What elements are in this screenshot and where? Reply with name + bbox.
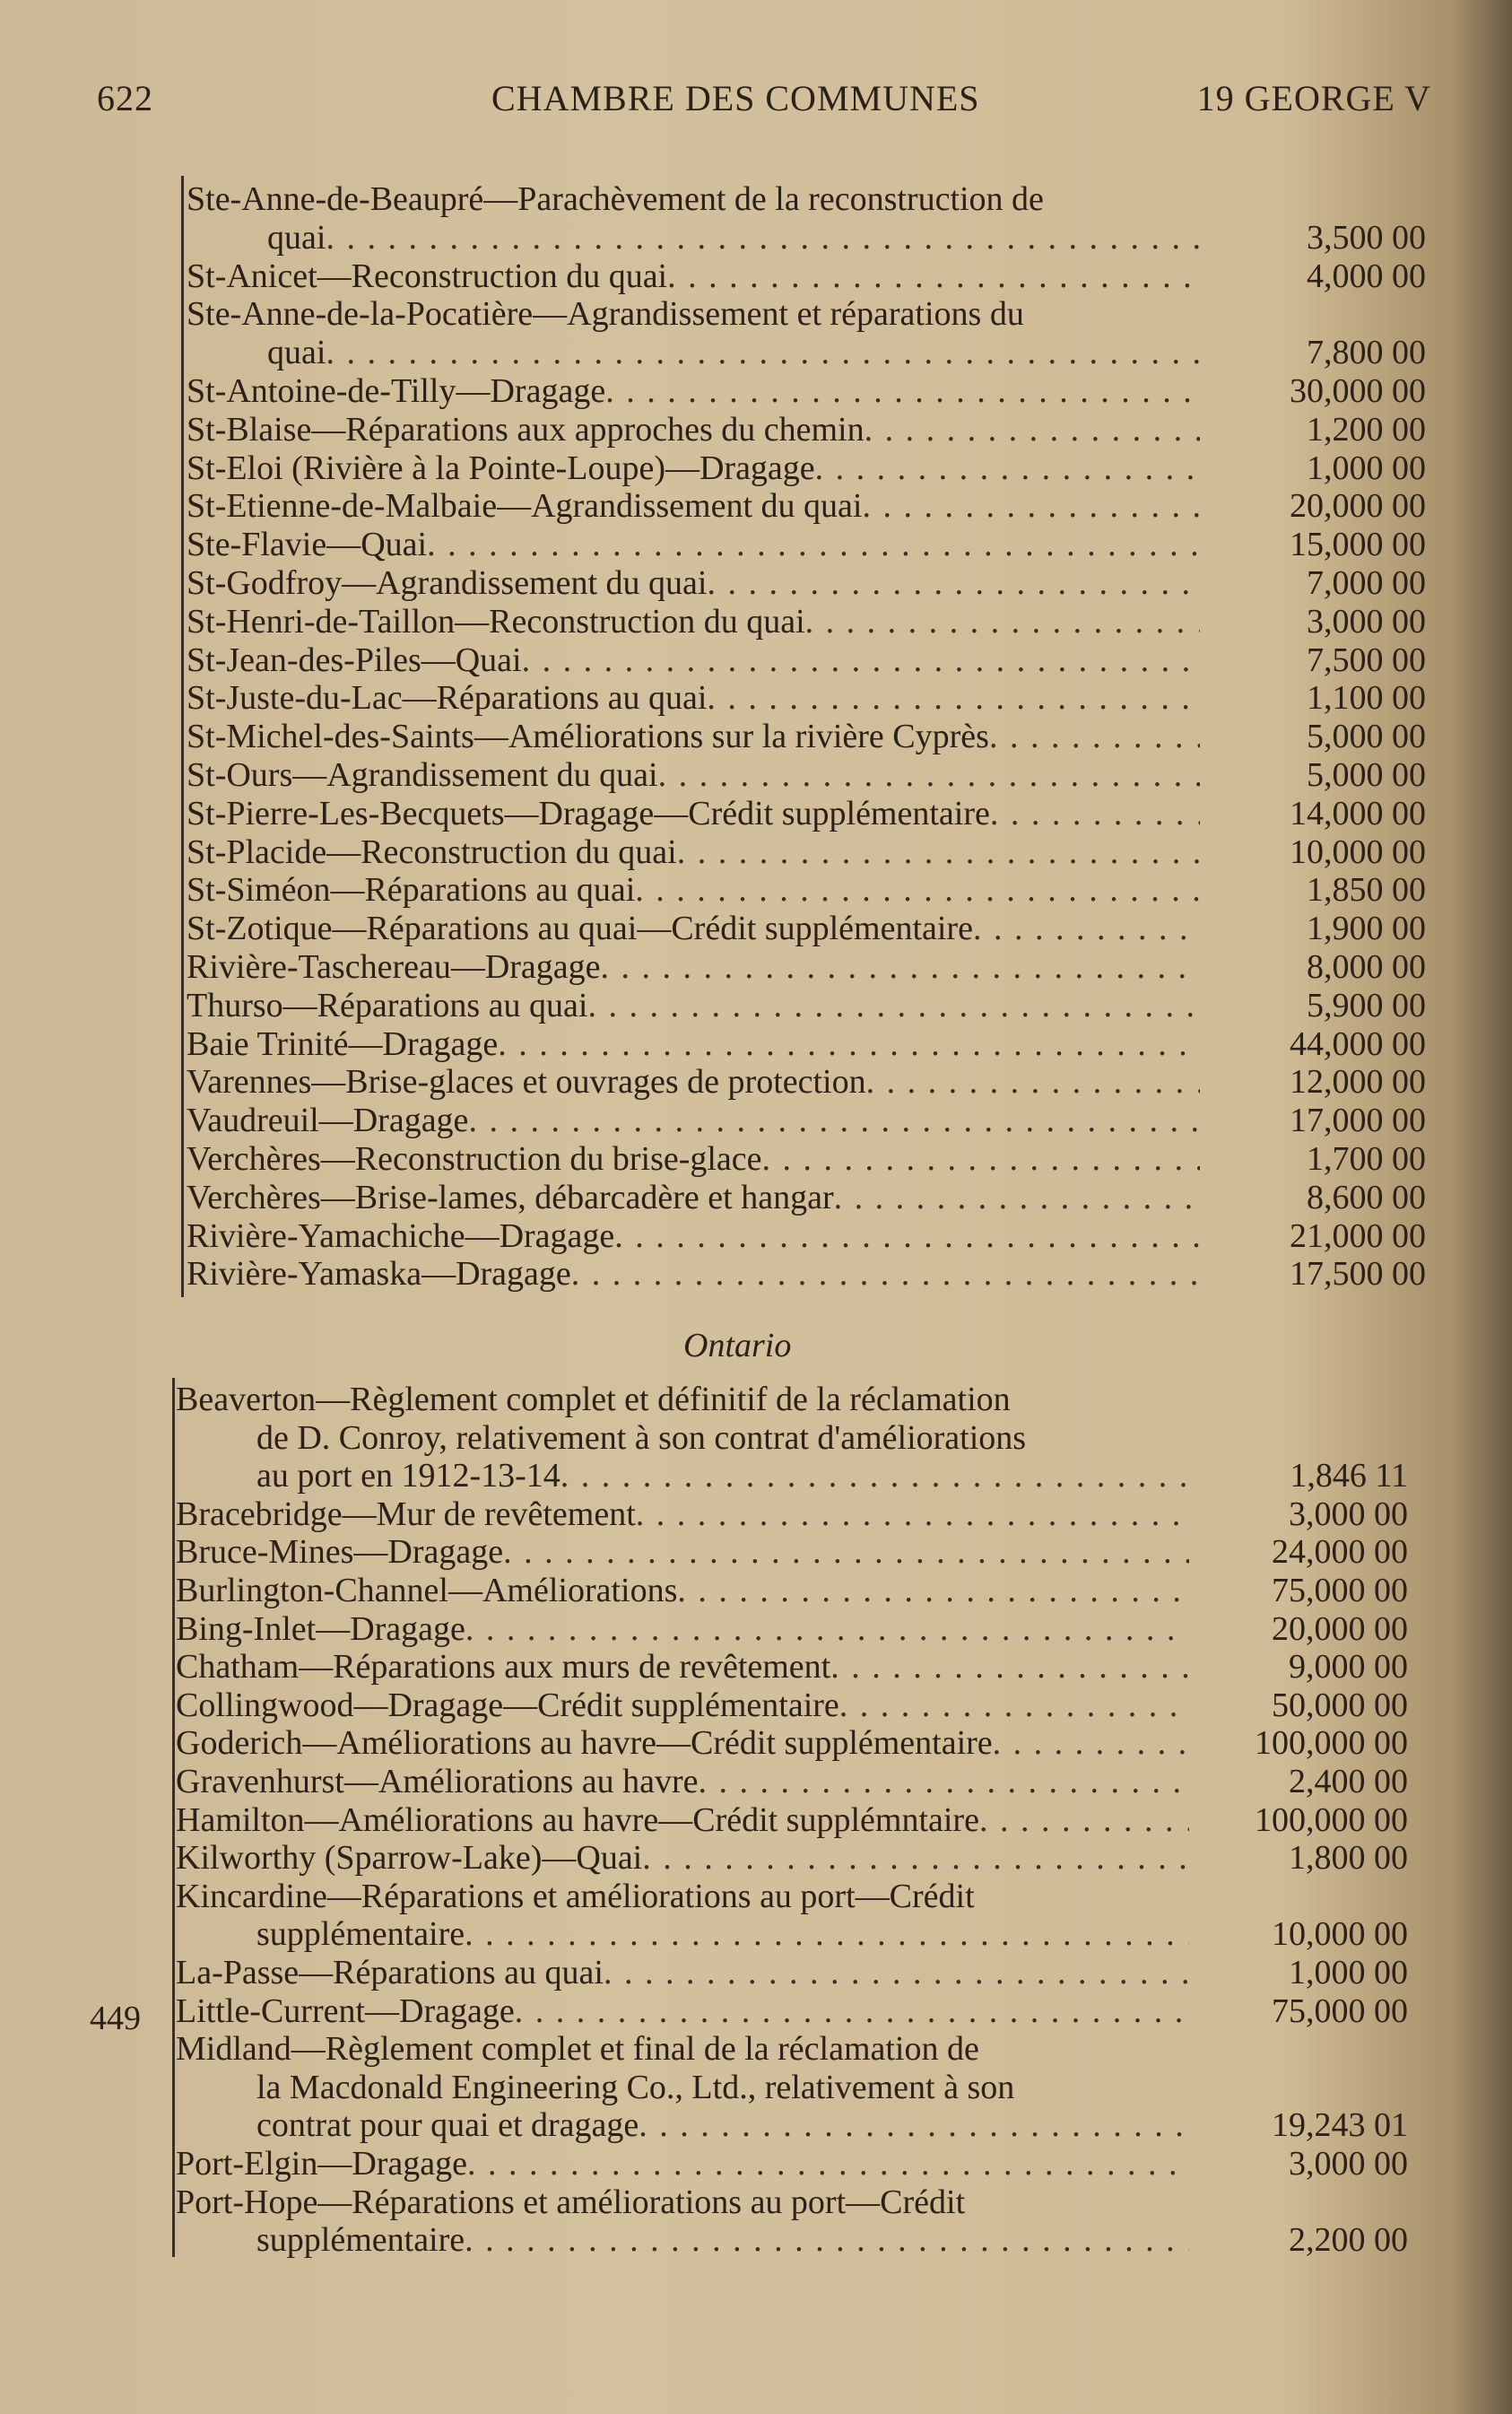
list-item-line <box>176 1800 1408 1840</box>
item-label: Collingwood—Dragage—Crédit supplémentaire . . . <box>176 1686 1189 1725</box>
item-label: Baie Trinité—Dragage . . . <box>187 1024 1200 1064</box>
list-item-line <box>187 832 1426 872</box>
item-label: Port-Hope—Réparations et améliorations au port—Crédit <box>176 2183 966 2221</box>
list-item-line <box>187 678 1426 718</box>
item-label: St-Juste-du-Lac—Réparations au quai . . . <box>187 678 1200 718</box>
list-item-line <box>187 525 1426 564</box>
list-item-line <box>176 1877 1408 1916</box>
item-label: Bracebridge—Mur de revêtement . . . <box>176 1495 1189 1534</box>
item-amount: 1,700 00 <box>1307 1140 1426 1178</box>
item-label: Bruce-Mines—Dragage . . . <box>176 1532 1189 1572</box>
list-item-line <box>187 1101 1426 1140</box>
item-amount: 15,000 00 <box>1290 526 1426 564</box>
item-label: Ste-Anne-de-la-Pocatière—Agrandissement et réparations du <box>187 295 1024 334</box>
item-amount: 1,100 00 <box>1307 679 1426 718</box>
list-item-line <box>176 1495 1408 1534</box>
item-label: Goderich—Améliorations au havre—Crédit supplémentaire . . . <box>176 1723 1189 1763</box>
item-amount: 3,500 00 <box>1307 218 1426 257</box>
item-amount: 12,000 00 <box>1290 1063 1426 1102</box>
item-amount: 3,000 00 <box>1307 602 1426 641</box>
item-label: contrat pour quai et dragage . . . <box>176 2105 1189 2145</box>
item-label: Hamilton—Améliorations au havre—Crédit supplémntaire . . . <box>176 1800 1189 1840</box>
item-amount: 17,000 00 <box>1290 1102 1426 1140</box>
list-item-line <box>187 179 1426 219</box>
item-amount: 1,800 00 <box>1289 1839 1408 1878</box>
list-item-line <box>176 1532 1408 1572</box>
quebec-bracket <box>181 176 184 1297</box>
item-label: St-Ours—Agrandissement du quai . . . <box>187 755 1200 795</box>
list-item-line <box>187 1024 1426 1064</box>
item-amount: 2,400 00 <box>1289 1763 1408 1800</box>
list-item-line <box>176 1723 1408 1763</box>
list-item-line <box>176 2068 1408 2107</box>
item-label: St-Placide—Reconstruction du quai . . . <box>187 832 1200 872</box>
list-item-line <box>187 257 1426 296</box>
list-item-line <box>187 870 1426 910</box>
list-item-line <box>187 486 1426 526</box>
margin-number: 449 <box>90 2000 141 2037</box>
item-label: Thurso—Réparations au quai . . . <box>187 986 1200 1025</box>
item-label: Varennes—Brise-glaces et ouvrages de protection . . . <box>187 1062 1200 1102</box>
section-heading-ontario: Ontario <box>683 1327 792 1364</box>
page-header <box>97 77 1431 122</box>
list-item-line <box>176 1953 1408 1992</box>
item-amount: 100,000 00 <box>1255 1800 1408 1839</box>
list-item-line <box>187 410 1426 449</box>
item-amount: 1,850 00 <box>1307 871 1426 910</box>
list-item-line <box>176 1991 1408 2031</box>
item-amount: 3,000 00 <box>1289 2145 1408 2183</box>
item-amount: 14,000 00 <box>1290 794 1426 832</box>
item-label: St-Pierre-Les-Becquets—Dragage—Crédit supplémentaire . . . <box>187 794 1200 833</box>
item-amount: 75,000 00 <box>1272 1572 1408 1609</box>
item-label: Kincardine—Réparations et améliorations au port—Crédit <box>176 1877 975 1915</box>
item-label: St-Siméon—Réparations au quai . . . <box>187 870 1200 910</box>
item-label: St-Henri-de-Taillon—Reconstruction du quai . . . <box>187 602 1200 641</box>
list-item-line <box>187 1178 1426 1217</box>
list-item-line <box>187 294 1426 334</box>
list-item-line <box>176 2220 1408 2260</box>
item-amount: 9,000 00 <box>1289 1648 1408 1686</box>
list-item-line <box>176 1380 1408 1419</box>
list-item-line <box>187 602 1426 641</box>
list-item-line <box>187 333 1426 372</box>
item-label: St-Jean-des-Piles—Quai . . . <box>187 641 1200 680</box>
list-item-line <box>176 2105 1408 2145</box>
item-amount: 5,000 00 <box>1307 718 1426 756</box>
list-item-line <box>176 1609 1408 1649</box>
item-label: La-Passe—Réparations au quai . . . <box>176 1953 1189 1992</box>
item-label: la Macdonald Engineering Co., Ltd., relativement à son <box>256 2068 1015 2106</box>
item-label: Verchères—Reconstruction du brise-glace . . . <box>187 1139 1200 1179</box>
list-item-line <box>187 717 1426 756</box>
item-label: St-Antoine-de-Tilly—Dragage . . . <box>187 371 1200 411</box>
list-item-line <box>176 1456 1408 1495</box>
item-amount: 1,200 00 <box>1307 410 1426 449</box>
item-label: de D. Conroy, relativement à son contrat d'améliorations <box>256 1418 1027 1457</box>
item-amount: 20,000 00 <box>1272 1609 1408 1648</box>
item-label: Rivière-Yamachiche—Dragage . . . <box>187 1216 1200 1256</box>
list-item-line <box>187 563 1426 603</box>
list-item-line <box>187 1062 1426 1102</box>
item-label: St-Etienne-de-Malbaie—Agrandissement du quai . . . <box>187 486 1200 526</box>
list-item-line <box>176 1914 1408 1954</box>
item-amount: 4,000 00 <box>1307 257 1426 295</box>
item-amount: 100,000 00 <box>1255 1724 1408 1763</box>
list-item-line <box>187 218 1426 257</box>
list-item-line <box>176 1418 1408 1458</box>
page-number: 622 <box>97 78 153 118</box>
item-label: Bing-Inlet—Dragage . . . <box>176 1609 1189 1649</box>
item-label: St-Godfroy—Agrandissement du quai . . . <box>187 563 1200 603</box>
item-amount: 2,200 00 <box>1289 2221 1408 2260</box>
item-amount: 8,000 00 <box>1307 948 1426 986</box>
session-label: 19 GEORGE V <box>1196 78 1431 118</box>
item-amount: 75,000 00 <box>1272 1991 1408 2030</box>
item-label: St-Anicet—Reconstruction du quai . . . <box>187 257 1200 296</box>
list-item-line <box>187 1216 1426 1256</box>
item-label: St-Zotique—Réparations au quai—Crédit supplémentaire . . . <box>187 909 1200 948</box>
list-item-line <box>176 1762 1408 1801</box>
page-title: CHAMBRE DES COMMUNES <box>491 78 980 118</box>
item-amount: 19,243 01 <box>1272 2106 1408 2145</box>
list-item-line <box>187 909 1426 948</box>
item-label: Beaverton—Règlement complet et définitif de la réclamation <box>176 1381 1011 1418</box>
item-label: Verchères—Brise-lames, débarcadère et hangar . . . <box>187 1178 1200 1217</box>
list-item-line <box>176 1686 1408 1725</box>
item-label: Port-Elgin—Dragage . . . <box>176 2144 1189 2183</box>
item-label: St-Michel-des-Saints—Améliorations sur la rivière Cyprès . . . <box>187 717 1200 756</box>
item-label: supplémentaire . . . <box>176 1914 1189 1954</box>
item-amount: 21,000 00 <box>1290 1216 1426 1255</box>
list-item-line <box>187 641 1426 680</box>
item-amount: 7,000 00 <box>1307 564 1426 602</box>
item-label: Rivière-Yamaska—Dragage . . . <box>187 1254 1200 1294</box>
ontario-bracket <box>172 1378 175 2257</box>
item-label: St-Blaise—Réparations aux approches du chemin . . . <box>187 410 1200 449</box>
item-label: Vaudreuil—Dragage . . . <box>187 1101 1200 1140</box>
item-label: quai . . . <box>187 333 1200 372</box>
list-item-line <box>176 1647 1408 1686</box>
item-label: Gravenhurst—Améliorations au havre . . . <box>176 1762 1189 1801</box>
item-amount: 7,800 00 <box>1307 334 1426 372</box>
item-label: Chatham—Réparations aux murs de revêtement . . . <box>176 1647 1189 1686</box>
list-item-line <box>176 2029 1408 2069</box>
item-label: quai . . . <box>187 218 1200 257</box>
item-label: au port en 1912-13-14 . . . <box>176 1456 1189 1495</box>
item-amount: 1,900 00 <box>1307 910 1426 948</box>
list-item-line <box>176 2183 1408 2222</box>
item-amount: 3,000 00 <box>1289 1495 1408 1533</box>
item-amount: 30,000 00 <box>1290 372 1426 410</box>
item-amount: 10,000 00 <box>1290 832 1426 871</box>
item-label: Midland—Règlement complet et final de la réclamation de <box>176 2030 979 2069</box>
list-item-line <box>176 2144 1408 2183</box>
list-item-line <box>187 1254 1426 1294</box>
list-item-line <box>187 947 1426 987</box>
item-label: Rivière-Taschereau—Dragage . . . <box>187 947 1200 987</box>
item-amount: 8,600 00 <box>1307 1178 1426 1216</box>
list-item-line <box>187 755 1426 795</box>
item-amount: 50,000 00 <box>1272 1686 1408 1724</box>
list-item-line <box>187 794 1426 833</box>
item-amount: 5,900 00 <box>1307 986 1426 1024</box>
item-amount: 44,000 00 <box>1290 1024 1426 1063</box>
item-amount: 1,000 00 <box>1307 449 1426 487</box>
item-label: Ste-Flavie—Quai . . . <box>187 525 1200 564</box>
item-label: Burlington-Channel—Améliorations . . . <box>176 1571 1189 1610</box>
list-item-line <box>187 1139 1426 1179</box>
item-amount: 7,500 00 <box>1307 641 1426 679</box>
item-amount: 5,000 00 <box>1307 756 1426 794</box>
item-amount: 1,000 00 <box>1289 1954 1408 1991</box>
item-amount: 24,000 00 <box>1272 1533 1408 1572</box>
item-label: Little-Current—Dragage . . . <box>176 1991 1189 2031</box>
item-amount: 17,500 00 <box>1290 1255 1426 1294</box>
list-item-line <box>187 986 1426 1025</box>
item-amount: 1,846 11 <box>1290 1457 1408 1495</box>
item-label: Ste-Anne-de-Beaupré—Parachèvement de la reconstruction de <box>187 180 1044 218</box>
list-item-line <box>176 1571 1408 1610</box>
list-item-line <box>176 1838 1408 1878</box>
item-label: St-Eloi (Rivière à la Pointe-Loupe)—Dragage . . . <box>187 449 1200 488</box>
item-label: supplémentaire . . . <box>176 2220 1189 2260</box>
list-item-line <box>187 449 1426 488</box>
item-amount: 10,000 00 <box>1272 1915 1408 1954</box>
item-label: Kilworthy (Sparrow-Lake)—Quai . . . <box>176 1838 1189 1878</box>
item-amount: 20,000 00 <box>1290 487 1426 526</box>
list-item-line <box>187 371 1426 411</box>
